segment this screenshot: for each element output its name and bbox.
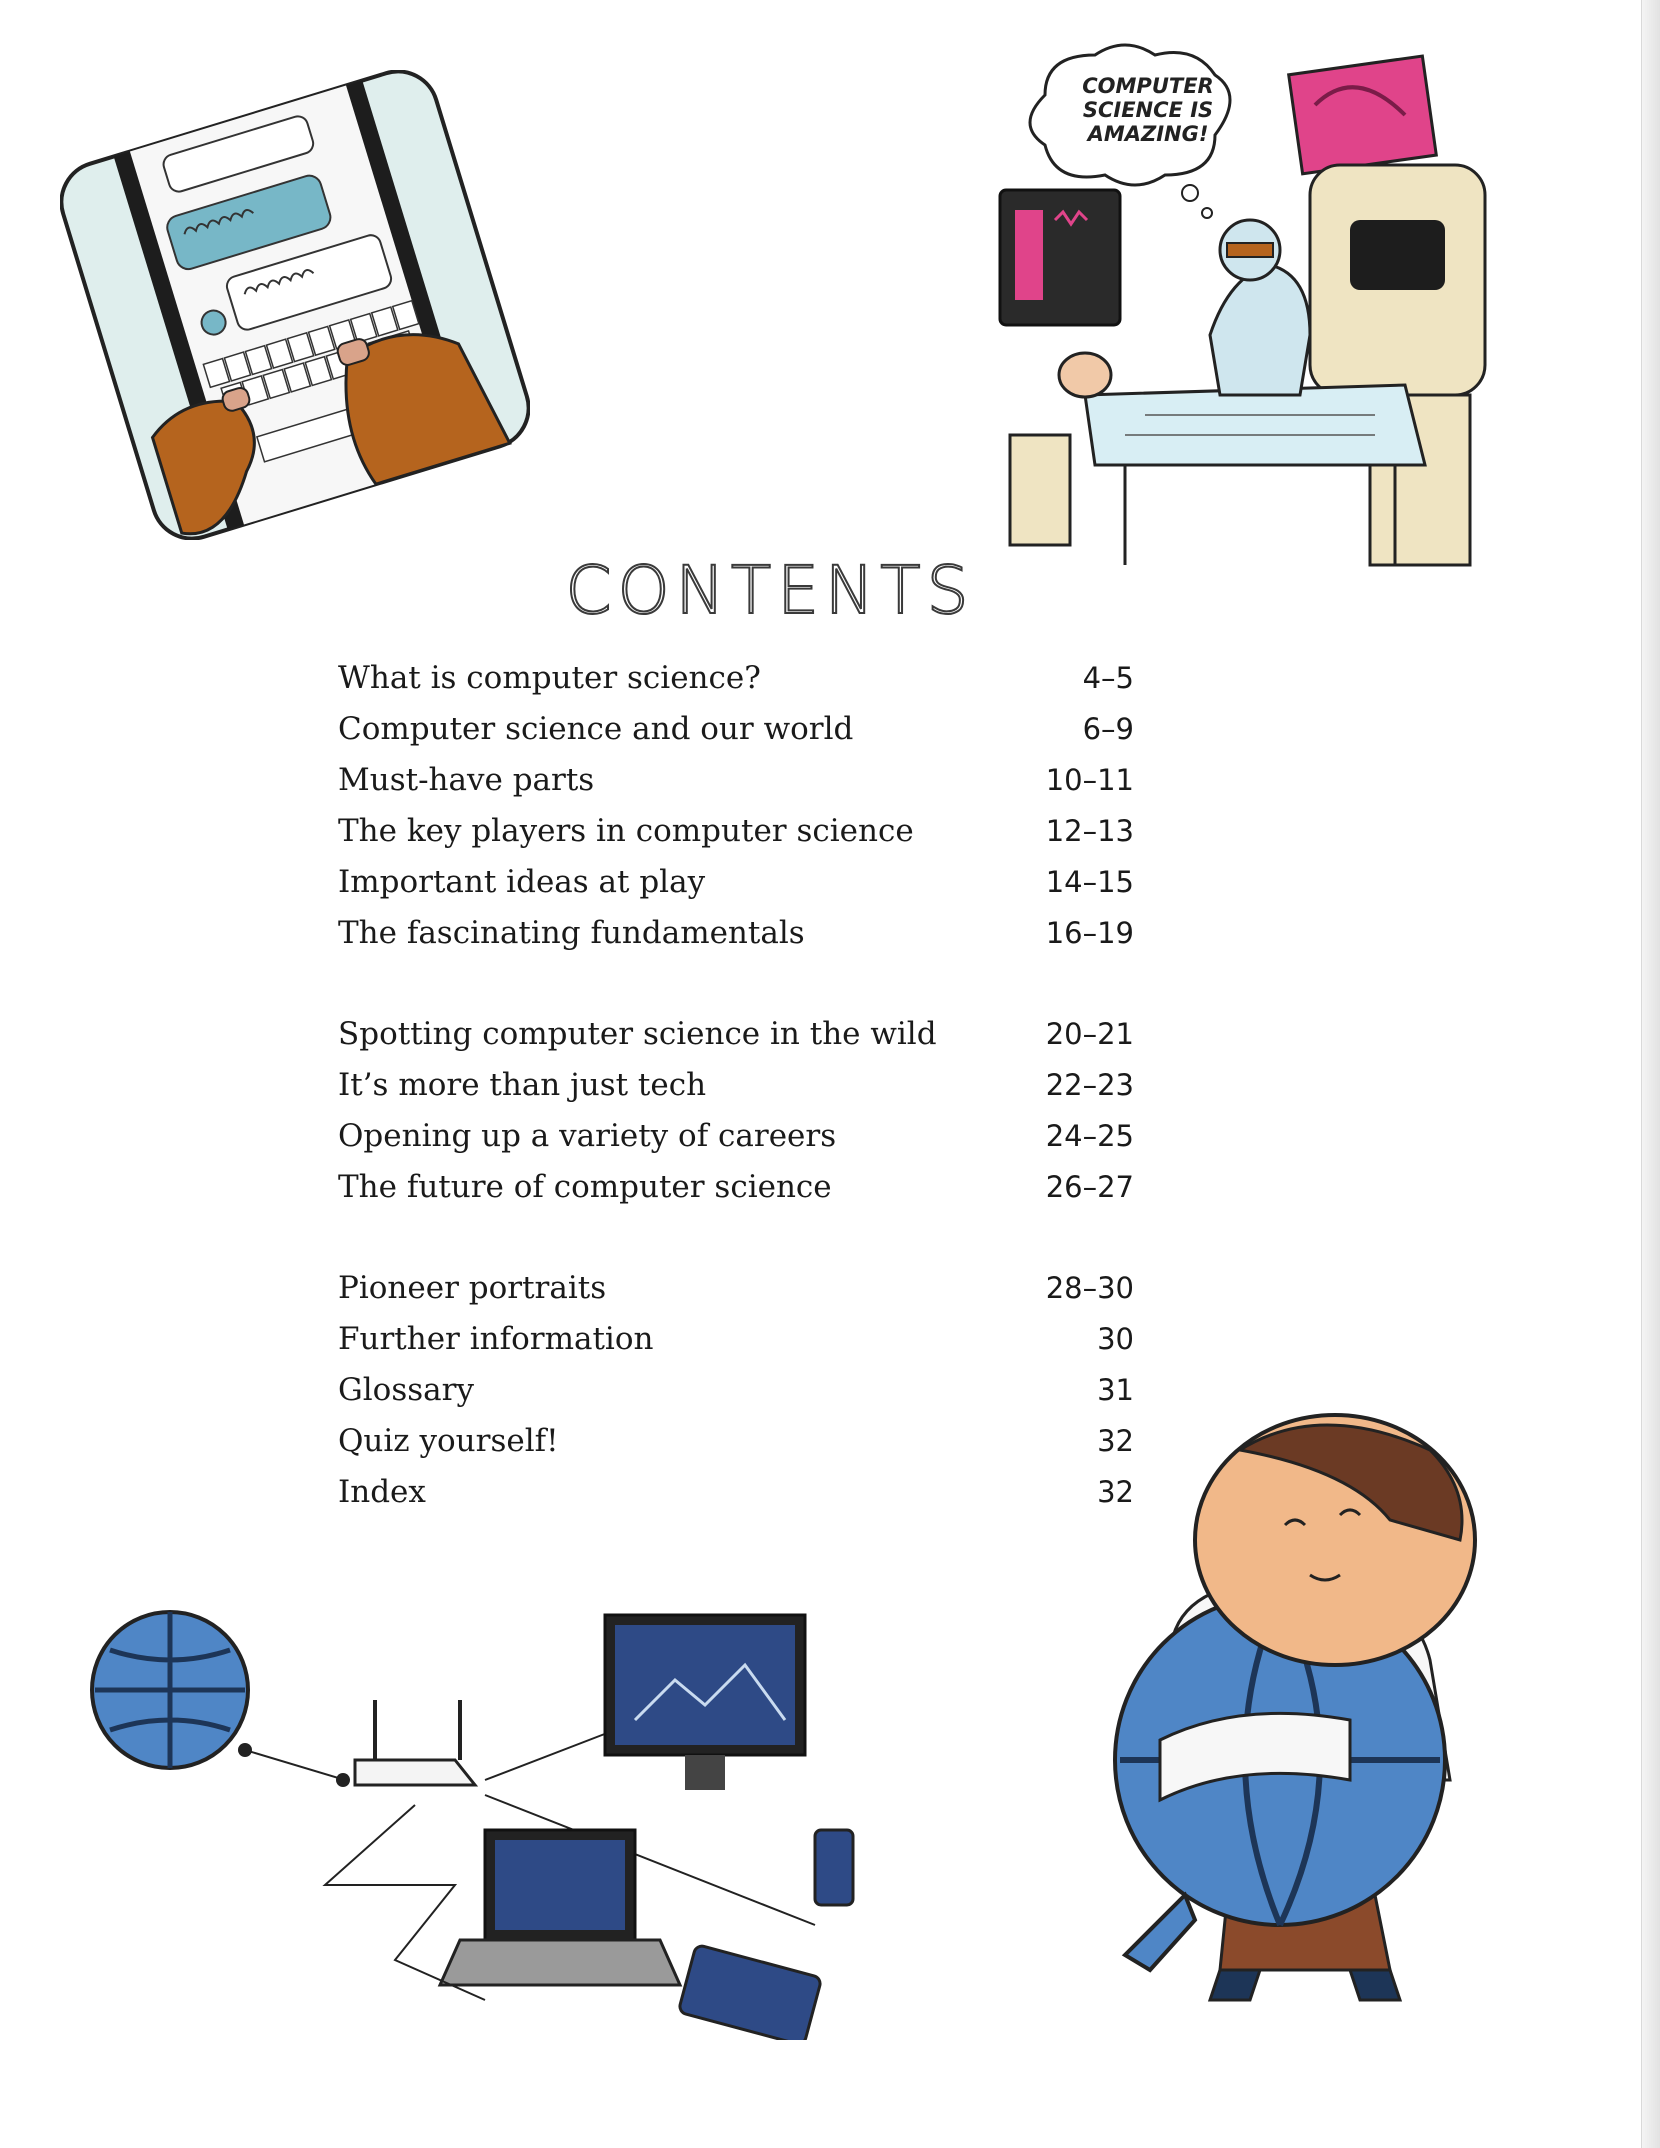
- toc-entry[interactable]: Glossary 31: [338, 1372, 1134, 1408]
- toc-group-3: [338, 1270, 1134, 1525]
- toc-entry[interactable]: Important ideas at play 14–15: [338, 864, 1134, 900]
- toc-entry[interactable]: Spotting computer science in the wild 20–21: [338, 1016, 1134, 1052]
- toc-entry[interactable]: What is computer science? 4–5: [338, 660, 1134, 696]
- person-hugging-globe-illustration: [1100, 1410, 1560, 2080]
- phone-texting-illustration: [60, 70, 530, 540]
- toc-entry[interactable]: Further information 30: [338, 1321, 1134, 1357]
- contents-heading: CONTENTS: [565, 552, 975, 629]
- toc-entry[interactable]: The fascinating fundamentals 16–19: [338, 915, 1134, 951]
- toc-entry[interactable]: Must-have parts 10–11: [338, 762, 1134, 798]
- table-of-contents: [338, 660, 1134, 1575]
- toc-entry[interactable]: Pioneer portraits 28–30: [338, 1270, 1134, 1306]
- toc-entry[interactable]: Quiz yourself! 32: [338, 1423, 1134, 1459]
- toc-entry[interactable]: The key players in computer science 12–13: [338, 813, 1134, 849]
- toc-entry[interactable]: Opening up a variety of careers 24–25: [338, 1118, 1134, 1154]
- toc-entry[interactable]: Computer science and our world 6–9: [338, 711, 1134, 747]
- toc-entry[interactable]: The future of computer science 26–27: [338, 1169, 1134, 1205]
- toc-group-2: [338, 1016, 1134, 1220]
- toc-group-1: [338, 660, 1134, 966]
- speech-bubble-text: COMPUTER SCIENCE IS AMAZING!: [1082, 74, 1214, 146]
- page-edge: [1641, 0, 1660, 2148]
- toc-entry[interactable]: It’s more than just tech 22–23: [338, 1067, 1134, 1103]
- home-network-illustration: [85, 1600, 885, 2040]
- toc-entry[interactable]: Index 32: [338, 1474, 1134, 1510]
